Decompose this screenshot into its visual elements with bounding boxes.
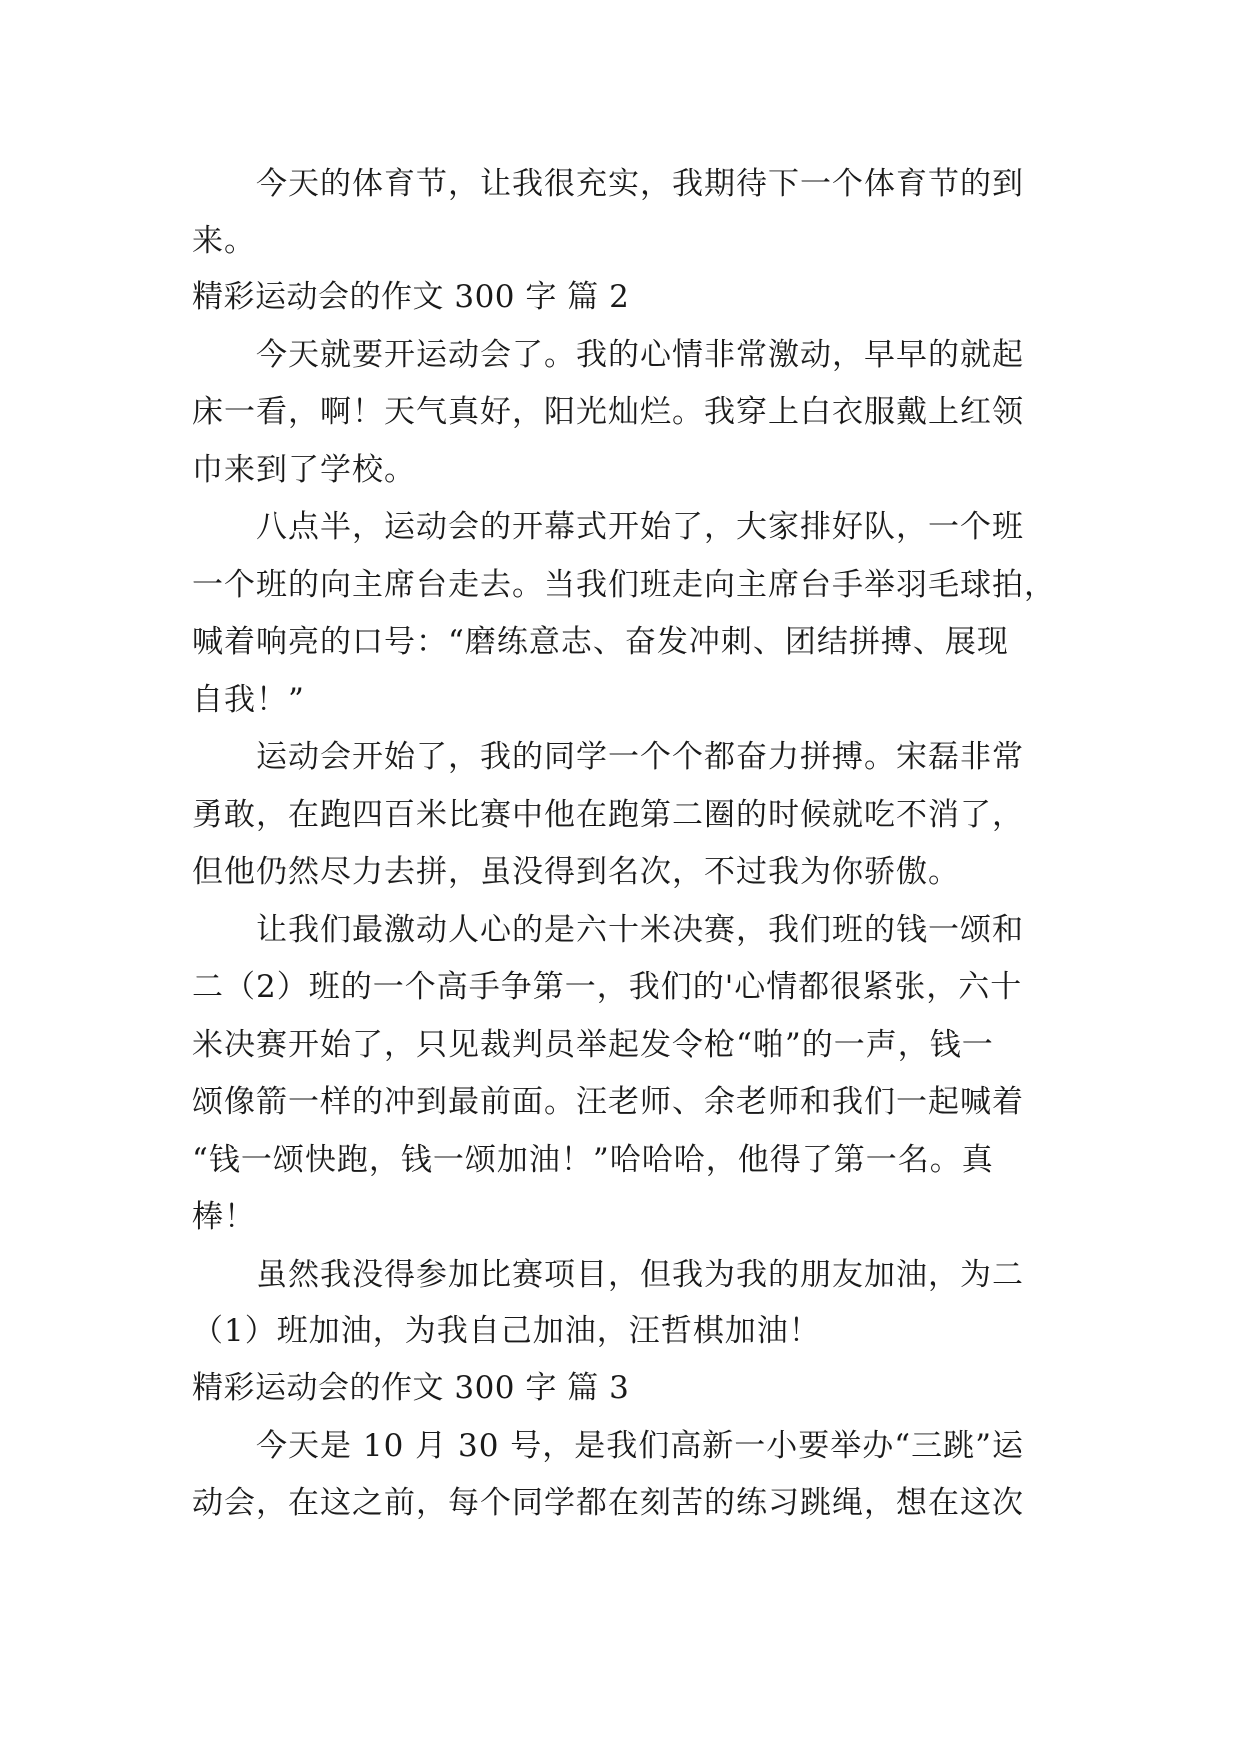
paragraph-line: “钱一颂快跑，钱一颂加油！”哈哈哈，他得了第一名。真 (192, 1142, 994, 1178)
paragraph-line: （1）班加油，为我自己加油，汪哲棋加油！ (192, 1313, 821, 1349)
section-heading: 精彩运动会的作文 300 字 篇 3 (192, 1370, 630, 1406)
paragraph-line: 今天的体育节，让我很充实，我期待下一个体育节的到 (256, 166, 1024, 202)
section-heading: 精彩运动会的作文 300 字 篇 2 (192, 279, 630, 315)
paragraph-line: 一个班的向主席台走去。当我们班走向主席台手举羽毛球拍， (192, 567, 1056, 603)
paragraph-line: 八点半，运动会的开幕式开始了，大家排好队，一个班 (256, 509, 1024, 545)
paragraph-line: 今天就要开运动会了。我的心情非常激动，早早的就起 (256, 337, 1024, 373)
paragraph-line: 运动会开始了，我的同学一个个都奋力拼搏。宋磊非常 (256, 739, 1024, 775)
paragraph-line: 让我们最激动人心的是六十米决赛，我们班的钱一颂和 (256, 912, 1024, 948)
paragraph-line: 米决赛开始了，只见裁判员举起发令枪“啪”的一声，钱一 (192, 1027, 994, 1063)
paragraph-line: 喊着响亮的口号：“磨练意志、奋发冲刺、团结拼搏、展现 (192, 624, 1009, 660)
paragraph-line: 床一看，啊！天气真好，阳光灿烂。我穿上白衣服戴上红领 (192, 394, 1024, 430)
paragraph-line: 棒！ (192, 1199, 256, 1235)
paragraph-line: 虽然我没得参加比赛项目，但我为我的朋友加油，为二 (256, 1257, 1024, 1293)
paragraph-line: 今天是 10 月 30 号，是我们高新一小要举办“三跳”运 (256, 1428, 1025, 1464)
paragraph-line: 但他仍然尽力去拼，虽没得到名次，不过我为你骄傲。 (192, 854, 960, 890)
paragraph-line: 自我！” (192, 682, 305, 718)
paragraph-line: 动会，在这之前，每个同学都在刻苦的练习跳绳，想在这次 (192, 1485, 1024, 1521)
paragraph-line: 二（2）班的一个高手争第一，我们的'心情都很紧张，六十 (192, 969, 1023, 1005)
paragraph-line: 来。 (192, 223, 256, 259)
paragraph-line: 勇敢，在跑四百米比赛中他在跑第二圈的时候就吃不消了， (192, 797, 1024, 833)
paragraph-line: 颂像箭一样的冲到最前面。汪老师、余老师和我们一起喊着 (192, 1084, 1024, 1120)
paragraph-line: 巾来到了学校。 (192, 452, 416, 488)
